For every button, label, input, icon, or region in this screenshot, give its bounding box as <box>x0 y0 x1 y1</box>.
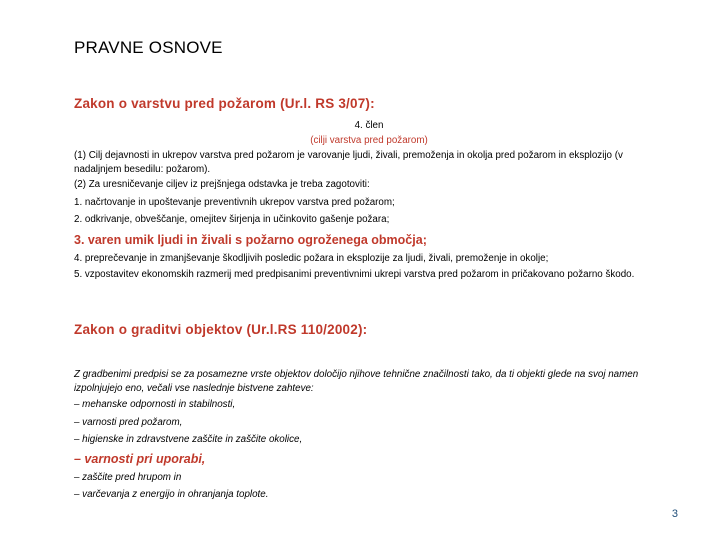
list-item: – varnosti pred požarom, <box>74 416 183 428</box>
section2-intro: Z gradbenimi predpisi se za posamezne vrste objektov določijo njihove tehnične značilnosti tako, da ti objekti glede na svoj namen izpolnjujejo eno, večali vse naslednje bistvene zahteve: <box>74 369 639 394</box>
list-item: – mehanske odpornosti in stabilnosti, <box>74 399 236 410</box>
list-item: 2. odkrivanje, obveščanje, omejitev širjenja in učinkovito gašenje požara; <box>74 214 390 225</box>
article-number: 4. člen <box>354 120 384 131</box>
section1-body <box>74 119 664 282</box>
list-item: – higienske in zdravstvene zaščite in zaščite okolice, <box>74 434 303 445</box>
page-number: 3 <box>671 508 678 520</box>
paragraph-1: (1) Cilj dejavnosti in ukrepov varstva pred požarom je varovanje ljudi, živali, premoženja in okolja pred požarom in eksplozijo (v nadaljnjem besedilu: požarom). <box>74 150 623 175</box>
list-item: 1. načrtovanje in upoštevanje preventivnih ukrepov varstva pred požarom; <box>74 196 395 208</box>
list-item: – varčevanja z energijo in ohranjanja toplote. <box>74 489 269 500</box>
section2-heading: Zakon o graditvi objektov (Ur.l.RS 110/2002): <box>74 322 368 337</box>
list-item-highlighted: – varnosti pri uporabi, <box>74 451 206 466</box>
section1-heading: Zakon o varstvu pred požarom (Ur.l. RS 3/07): <box>74 96 375 111</box>
list-item: – zaščite pred hrupom in <box>74 471 182 483</box>
article-subtitle: (cilji varstva pred požarom) <box>310 134 428 146</box>
list-item: 4. preprečevanje in zmanjševanje škodljivih posledic požara in eksplozije za ljudi, živali, premoženje in okolje; <box>74 252 549 264</box>
section2-body <box>74 368 664 502</box>
list-item: 5. vzpostavitev ekonomskih razmerij med predpisanimi preventivnimi ukrepi varstva pred požarom in pričakovano požarno škodo. <box>74 269 635 280</box>
paragraph-2: (2) Za uresničevanje ciljev iz prejšnjega odstavka je treba zagotoviti: <box>74 179 370 190</box>
slide-title: PRAVNE OSNOVE <box>74 38 223 57</box>
list-item-highlighted: 3. varen umik ljudi in živali s požarno ogroženega območja; <box>74 232 427 247</box>
